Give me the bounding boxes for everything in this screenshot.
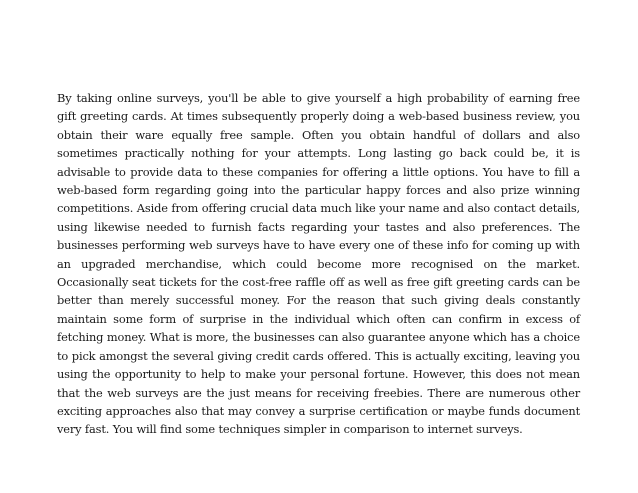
article-paragraph: By taking online surveys, you'll be able to give yourself a high probability of earning free gift greeting cards. At times subsequently properly doing a web-based business review, you obtain their ware equally free sample. Often you obtain handful of dollars and also sometimes practically nothing for your attempts. Long lasting go back could be, it is advisable to provide data to these companies for offering a little options. You have to fill a web-based form regarding going into the particular happy forces and also prize winning competitions. Aside from offering crucial data much like your name and also contact details, using likewise needed to furnish facts regarding your tastes and also preferences. The businesses performing web surveys have to have every one of these info for coming up with an upgraded merchandise, which could become more recognised on the market. Occasionally seat tickets for the cost-free raffle off as well as free gift greeting cards can be better than merely successful money. For the reason that such giving deals constantly maintain some form of surprise in the individual which often can confirm in excess of fetching money. What is more, the businesses can also guarantee anyone which has a choice to pick amongst the several giving credit cards offered. This is actually exciting, leaving you using the opportunity to help to make your personal fortune. However, this does not mean that the web surveys are the just means for receiving freebies. There are numerous other exciting approaches also that may convey a surprise certification or maybe funds document very fast. You will find some techniques simpler in comparison to internet surveys.: [57, 91, 580, 437]
article-body: [57, 89, 580, 439]
